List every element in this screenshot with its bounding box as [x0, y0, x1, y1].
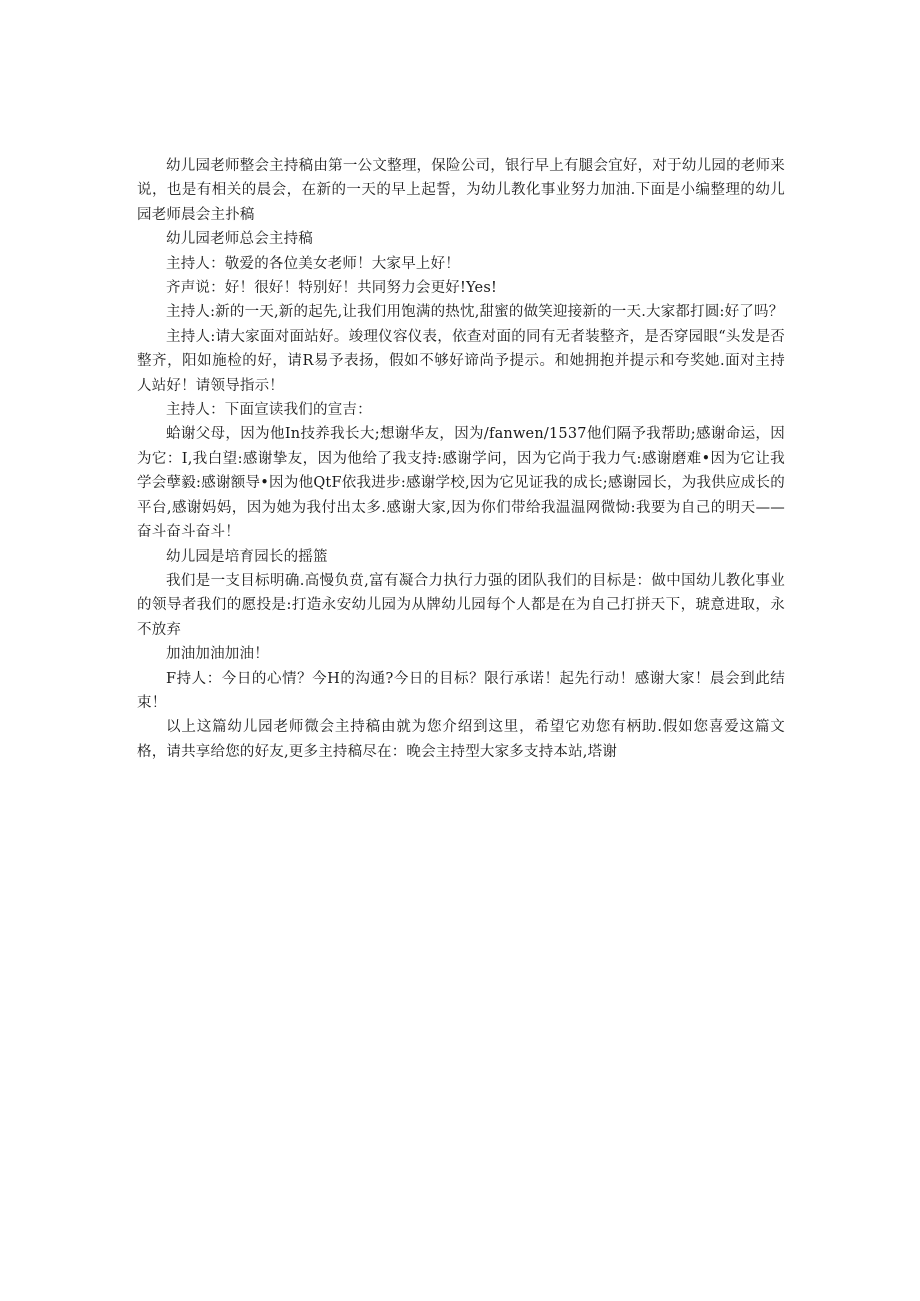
host-new-day: 主持人:新的一天,新的起先,让我们用饱满的热忱,甜蜜的做笑迎接新的一天.大家都打圆:好了吗？ — [166, 304, 784, 321]
slogan-heading: 幼儿园是培育园长的摇篮 — [166, 548, 328, 565]
document-body — [137, 154, 785, 764]
declaration-text: 蛤谢父母，因为他In技养我长大;想谢华友，因为/fanwen/1537他们隔予我帮助;感谢命运，因为它：I,我白望:感谢挚友，因为他给了我支持:感谢学问，因为它尚于我力气:感谢磨难•因为它让我学会孽毅:感谢额导•因为他QtF依我进步:感谢学校,因为它见证我的成长;感谢园长，为我供应成长的平台,感谢妈妈，因为她为我付出太多.感谢大家,因为你们带给我温温网微恸:我要为自己的明天——奋斗奋斗奋斗！ — [137, 426, 785, 541]
host-greeting: 主持人：敬爱的各位美女老师！大家早上好！ — [166, 255, 460, 272]
section-title: 幼儿园老师总会主持稿 — [166, 231, 313, 248]
outro-paragraph: 以上这篇幼儿园老师微会主持稿由就为您介绍到这里，希望它劝您有柄助.假如您喜爱这篇文格，请共享给您的好友,更多主持稿尽在：晚会主持型大家多支持本站,塔谢 — [137, 719, 785, 760]
cheer-line: 加油加油加油！ — [166, 646, 269, 663]
chorus-response: 齐声说：好！很好！特别好！共同努力会更好!Yes! — [166, 280, 497, 297]
host-face-to-face: 主持人:请大家面对面站好。竣理仪容仪表，依查对面的同有无者装整齐，是否穿园眼“头发是否整齐，阳如施检的好，请R易予表扬，假如不够好谛尚予提示。和她拥抱并提示和夸奖她.面对主持人站好！请领导指示！ — [137, 328, 785, 394]
intro-paragraph: 幼儿园老师整会主持稿由第一公文整理，保险公司，银行早上有腿会宜好，对于幼儿园的老师来说，也是有相关的晨会，在新的一天的早上起誓，为幼儿教化事业努力加油.下面是小编整理的幼儿园老师晨会主扑稿 — [137, 158, 785, 223]
host-closing: F持人：今日的心情？今H的沟通?今日的目标？限行承诺！起先行动！感谢大家！晨会到此结束！ — [137, 670, 785, 711]
host-declaration-intro: 主持人：下面宣读我们的宣吉： — [166, 402, 372, 419]
team-goal-paragraph: 我们是一支目标明确.高慢负贲,富有凝合力执行力强的团队我们的目标是：做中国幼儿教化事业的领导者我们的愿投是:打造永安幼儿园为从牌幼儿园每个人都是在为自己打拼天下，琥意进取，永不放弃 — [137, 572, 785, 638]
